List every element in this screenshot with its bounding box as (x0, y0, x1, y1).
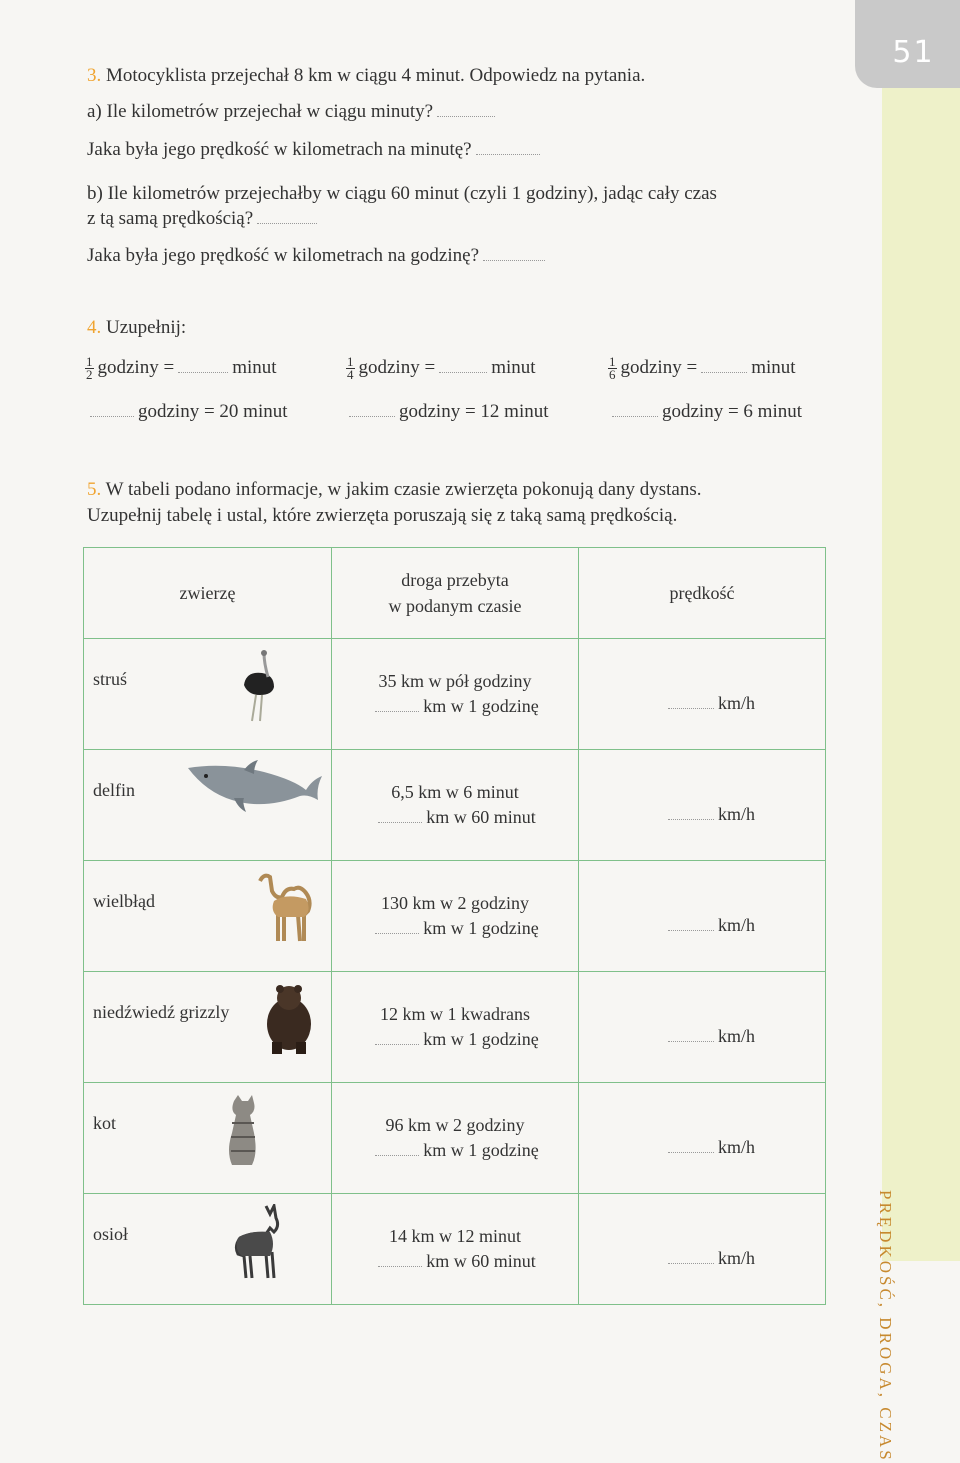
answer-blank[interactable] (349, 415, 395, 417)
fraction (346, 356, 355, 381)
fraction (85, 356, 94, 381)
answer-blank[interactable] (375, 1043, 419, 1045)
fraction-numerator: 1 (347, 354, 354, 370)
task3-question-b2 (87, 207, 321, 231)
given-distance: 12 km w 1 kwadrans (380, 1004, 530, 1024)
table-row (84, 750, 826, 861)
task4-item-6min (608, 400, 802, 424)
answer-blank[interactable] (668, 929, 714, 931)
answer-blank[interactable] (701, 371, 747, 373)
task3-intro (87, 64, 645, 88)
sidebar-strip (882, 60, 960, 1261)
task3-question-b1 (87, 182, 717, 206)
animal-cell (84, 861, 332, 972)
answer-blank[interactable] (437, 115, 495, 117)
answer-blank[interactable] (178, 371, 228, 373)
task3-b2-text: z tą samą prędkością? (87, 208, 254, 229)
distance-cell (332, 639, 579, 750)
answer-blank[interactable] (612, 415, 658, 417)
ostrich-icon (234, 649, 284, 725)
task5-line1-text: W tabeli podano informacje, w jakim czasie zwierzęta pokonują dany dystans. (105, 479, 702, 500)
given-distance: 14 km w 12 minut (388, 1226, 521, 1246)
speed-unit: km/h (717, 693, 755, 713)
camel-icon (256, 871, 316, 945)
speed-unit: km/h (717, 1026, 755, 1046)
animal-name: niedźwiedź grizzly (93, 1002, 230, 1022)
answer-blank[interactable] (378, 1265, 422, 1267)
given-distance: 6,5 km w 6 minut (391, 782, 519, 802)
task4-number: 4. (87, 317, 102, 338)
speed-unit: km/h (717, 915, 755, 935)
task3-b3-text: Jaka była jego prędkość w kilometrach na godzinę? (87, 245, 479, 266)
grizzly-bear-icon (262, 984, 316, 1056)
distance-cell (332, 750, 579, 861)
table-row (84, 1194, 826, 1305)
answer-blank[interactable] (668, 1040, 714, 1042)
animal-name: osioł (93, 1224, 129, 1244)
target-distance: km w 1 godzinę (423, 696, 539, 716)
task4-title-text: Uzupełnij: (106, 317, 187, 338)
table-row (84, 639, 826, 750)
table-row (84, 972, 826, 1083)
target-distance: km w 1 godzinę (423, 1140, 539, 1160)
page-number: 51 (892, 35, 935, 70)
task3-question-b3 (87, 244, 549, 268)
header-speed: prędkość (579, 548, 826, 639)
donkey-icon (230, 1204, 284, 1280)
table-row (84, 861, 826, 972)
speed-unit: km/h (717, 1137, 755, 1157)
task4-unit: minut (491, 357, 536, 378)
fraction-denominator: 4 (347, 367, 354, 383)
speed-unit: km/h (717, 804, 755, 824)
answer-blank[interactable] (90, 415, 134, 417)
distance-cell (332, 1194, 579, 1305)
task4-item-half (85, 356, 277, 381)
target-distance: km w 1 godzinę (423, 1029, 539, 1049)
task4-item-20min (86, 400, 288, 424)
task4-item-quarter (346, 356, 536, 381)
task4-text: godziny = (97, 357, 175, 378)
task4-item-12min (345, 400, 549, 424)
animal-cell (84, 1083, 332, 1194)
task4-title (87, 316, 186, 340)
animal-name: delfin (93, 780, 135, 800)
page-number-tab (855, 0, 960, 88)
answer-blank[interactable] (378, 821, 422, 823)
fraction-numerator: 1 (609, 354, 616, 370)
speed-unit: km/h (717, 1248, 755, 1268)
task5-line2 (87, 504, 677, 528)
task5-number: 5. (87, 479, 102, 500)
answer-blank[interactable] (257, 222, 317, 224)
task3-a1-text: a) Ile kilometrów przejechał w ciągu minuty? (87, 101, 434, 122)
target-distance: km w 60 minut (426, 1251, 536, 1271)
task3-b1-text: b) Ile kilometrów przejechałby w ciągu 60 minut (czyli 1 godziny), jadąc cały czas (87, 183, 717, 204)
animal-cell (84, 750, 332, 861)
animal-cell (84, 639, 332, 750)
fraction-denominator: 2 (86, 367, 93, 383)
header-distance-line1: droga przebyta (401, 570, 509, 590)
animal-name: struś (93, 669, 128, 689)
header-distance (332, 548, 579, 639)
answer-blank[interactable] (439, 371, 487, 373)
given-distance: 96 km w 2 godziny (385, 1115, 525, 1135)
answer-blank[interactable] (375, 1154, 419, 1156)
task3-a2-text: Jaka była jego prędkość w kilometrach na minutę? (87, 139, 472, 160)
distance-cell (332, 861, 579, 972)
animal-cell (84, 1194, 332, 1305)
task3-intro-text: Motocyklista przejechał 8 km w ciągu 4 minut. Odpowiedz na pytania. (106, 65, 646, 86)
task4-item-sixth (608, 356, 796, 381)
task4-text: godziny = (620, 357, 698, 378)
fraction-denominator: 6 (609, 367, 616, 383)
distance-cell (332, 1083, 579, 1194)
animal-cell (84, 972, 332, 1083)
speed-cell (579, 861, 826, 972)
given-distance: 130 km w 2 godziny (381, 893, 529, 913)
answer-blank[interactable] (375, 710, 419, 712)
task5-line2-text: Uzupełnij tabelę i ustal, które zwierzęta poruszają się z taką samą prędkością. (87, 505, 678, 526)
target-distance: km w 60 minut (426, 807, 536, 827)
fraction (608, 356, 617, 381)
task4-text: godziny = 12 minut (399, 401, 549, 422)
task5-line1 (87, 478, 702, 502)
answer-blank[interactable] (375, 932, 419, 934)
answer-blank[interactable] (476, 153, 540, 155)
answer-blank[interactable] (668, 1262, 714, 1264)
animal-name: wielbłąd (93, 891, 155, 911)
task4-text: godziny = (358, 357, 436, 378)
header-animal: zwierzę (84, 548, 332, 639)
task3-question-a2 (87, 138, 544, 162)
answer-blank[interactable] (483, 259, 545, 261)
task4-text: godziny = 6 minut (662, 401, 803, 422)
task3-question-a1 (87, 100, 499, 124)
table-header-row (84, 548, 826, 639)
task4-unit: minut (751, 357, 796, 378)
target-distance: km w 1 godzinę (423, 918, 539, 938)
speed-cell (579, 1194, 826, 1305)
answer-blank[interactable] (668, 1151, 714, 1153)
header-distance-line2: w podanym czasie (388, 596, 522, 616)
side-chapter-title: PRĘDKOŚĆ, DROGA, CZAS (876, 1190, 895, 1463)
fraction-numerator: 1 (86, 354, 93, 370)
table-row (84, 1083, 826, 1194)
task4-unit: minut (232, 357, 277, 378)
task3-number: 3. (87, 65, 102, 86)
animal-name: kot (93, 1113, 117, 1133)
distance-cell (332, 972, 579, 1083)
task4-text: godziny = 20 minut (138, 401, 288, 422)
cat-icon (224, 1093, 264, 1169)
answer-blank[interactable] (668, 707, 714, 709)
dolphin-icon (184, 756, 324, 816)
given-distance: 35 km w pół godziny (378, 671, 532, 691)
animals-table (83, 547, 826, 1305)
speed-cell (579, 750, 826, 861)
speed-cell (579, 972, 826, 1083)
speed-cell (579, 639, 826, 750)
speed-cell (579, 1083, 826, 1194)
answer-blank[interactable] (668, 818, 714, 820)
